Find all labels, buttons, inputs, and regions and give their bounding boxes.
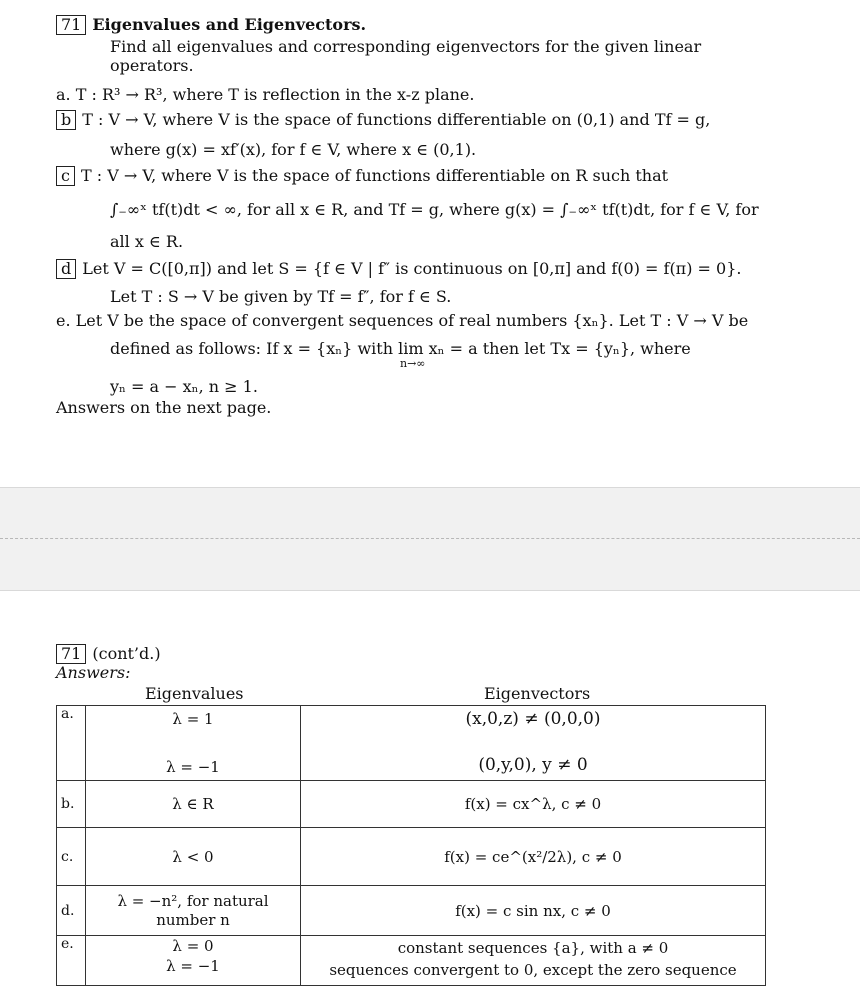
row-label: a.: [57, 706, 86, 781]
part-e-line-1: e. Let V be the space of convergent sequences of real numbers {xₙ}. Let T : V → V be: [56, 311, 749, 330]
eigenvalue: λ ∈ R: [172, 795, 214, 813]
part-c-line-2: ∫₋∞ˣ tf(t)dt < ∞, for all x ∈ R, and Tf = g, where g(x) = ∫₋∞ˣ tf(t)dt, for f ∈ V, for: [110, 200, 759, 219]
eigenvalue-cell: [86, 886, 301, 936]
row-label: b.: [57, 781, 86, 828]
eigenvalue-cell: [86, 936, 301, 986]
answers-table: [56, 705, 766, 986]
instruction-line-1: Find all eigenvalues and corresponding eigenvectors for the given linear: [110, 37, 702, 56]
eigenvalue: λ = −1: [166, 957, 220, 975]
eigenvalue-cell: [86, 781, 301, 828]
instruction-line-2: operators.: [110, 56, 194, 75]
eigenvector: constant sequences {a}, with a ≠ 0: [397, 939, 669, 957]
answer-row-c: [57, 828, 766, 886]
eigenvalue: λ = 0: [172, 937, 214, 955]
eigenvalue: λ = −1: [166, 758, 220, 776]
eigenvector-cell: [301, 828, 766, 886]
row-label: e.: [57, 936, 86, 986]
part-c-line-1: [56, 166, 668, 186]
answers-label: Answers:: [56, 663, 131, 682]
page-separator: [0, 487, 860, 591]
eigenvalue: number n: [156, 910, 230, 929]
part-b-box: b: [56, 110, 76, 130]
part-e-line-3: yₙ = a − xₙ, n ≥ 1.: [110, 377, 258, 396]
part-d-text-1: Let V = C([0,π]) and let S = {f ∈ V | f″ is continuous on [0,π] and f(0) = f(π) = 0}.: [82, 259, 742, 278]
eigenvector-cell: [301, 781, 766, 828]
eigenvalue: λ = 1: [172, 710, 214, 728]
part-a-text: a. T : R³ → R³, where T is reflection in the x-z plane.: [56, 85, 475, 104]
eigenvector-cell: [301, 706, 766, 781]
part-e-line-2: defined as follows: If x = {xₙ} with lim xₙ = a then let Tx = {yₙ}, where: [110, 339, 691, 358]
part-b-line-2: where g(x) = xf′(x), for f ∈ V, where x ∈ (0,1).: [110, 140, 477, 159]
answers-note: Answers on the next page.: [56, 398, 272, 417]
eigenvector-cell: [301, 936, 766, 986]
eigenvalue: λ = −n², for natural: [117, 891, 269, 910]
part-d-line-1: [56, 259, 741, 279]
eigenvector: (0,y,0), y ≠ 0: [478, 755, 588, 775]
part-e-lim-subscript: n→∞: [400, 357, 426, 370]
problem-page: [0, 0, 860, 487]
answers-page: [0, 590, 860, 999]
problem-title: Eigenvalues and Eigenvectors.: [92, 15, 367, 34]
problem-number-box: 71: [56, 15, 86, 35]
part-c-box: c: [56, 166, 75, 186]
page-break-line: [0, 538, 860, 539]
row-label: d.: [57, 886, 86, 936]
eigenvalue-cell: [86, 706, 301, 781]
part-c-line-3: all x ∈ R.: [110, 232, 184, 251]
eigenvector-cell: [301, 886, 766, 936]
answer-row-d: [57, 886, 766, 936]
eigenvector: sequences convergent to 0, except the zero sequence: [329, 961, 737, 979]
eigenvector: f(x) = c sin nx, c ≠ 0: [455, 901, 611, 920]
part-a: [56, 85, 474, 105]
part-c-text-1: T : V → V, where V is the space of functions differentiable on R such that: [80, 166, 669, 185]
col-header-eigenvalues: Eigenvalues: [145, 684, 244, 703]
part-d-line-2: Let T : S → V be given by Tf = f″, for f ∈ S.: [110, 287, 452, 306]
col-header-eigenvectors: Eigenvectors: [484, 684, 591, 703]
answers-heading: [56, 644, 161, 664]
eigenvalue: λ < 0: [172, 847, 214, 866]
row-label: c.: [57, 828, 86, 886]
answer-row-e: [57, 936, 766, 986]
part-b-line-1: [56, 110, 710, 130]
eigenvector: f(x) = ce^(x²/2λ), c ≠ 0: [444, 847, 622, 866]
answers-contd: (cont’d.): [92, 644, 161, 663]
eigenvector: (x,0,z) ≠ (0,0,0): [465, 709, 601, 729]
eigenvector: f(x) = cx^λ, c ≠ 0: [464, 795, 602, 813]
answer-row-b: [57, 781, 766, 828]
problem-heading: [56, 15, 366, 35]
answer-row-a: [57, 706, 766, 781]
answers-number-box: 71: [56, 644, 86, 664]
eigenvalue-cell: [86, 828, 301, 886]
part-b-text-1: T : V → V, where V is the space of functions differentiable on (0,1) and Tf = g,: [82, 110, 711, 129]
part-d-box: d: [56, 259, 76, 279]
